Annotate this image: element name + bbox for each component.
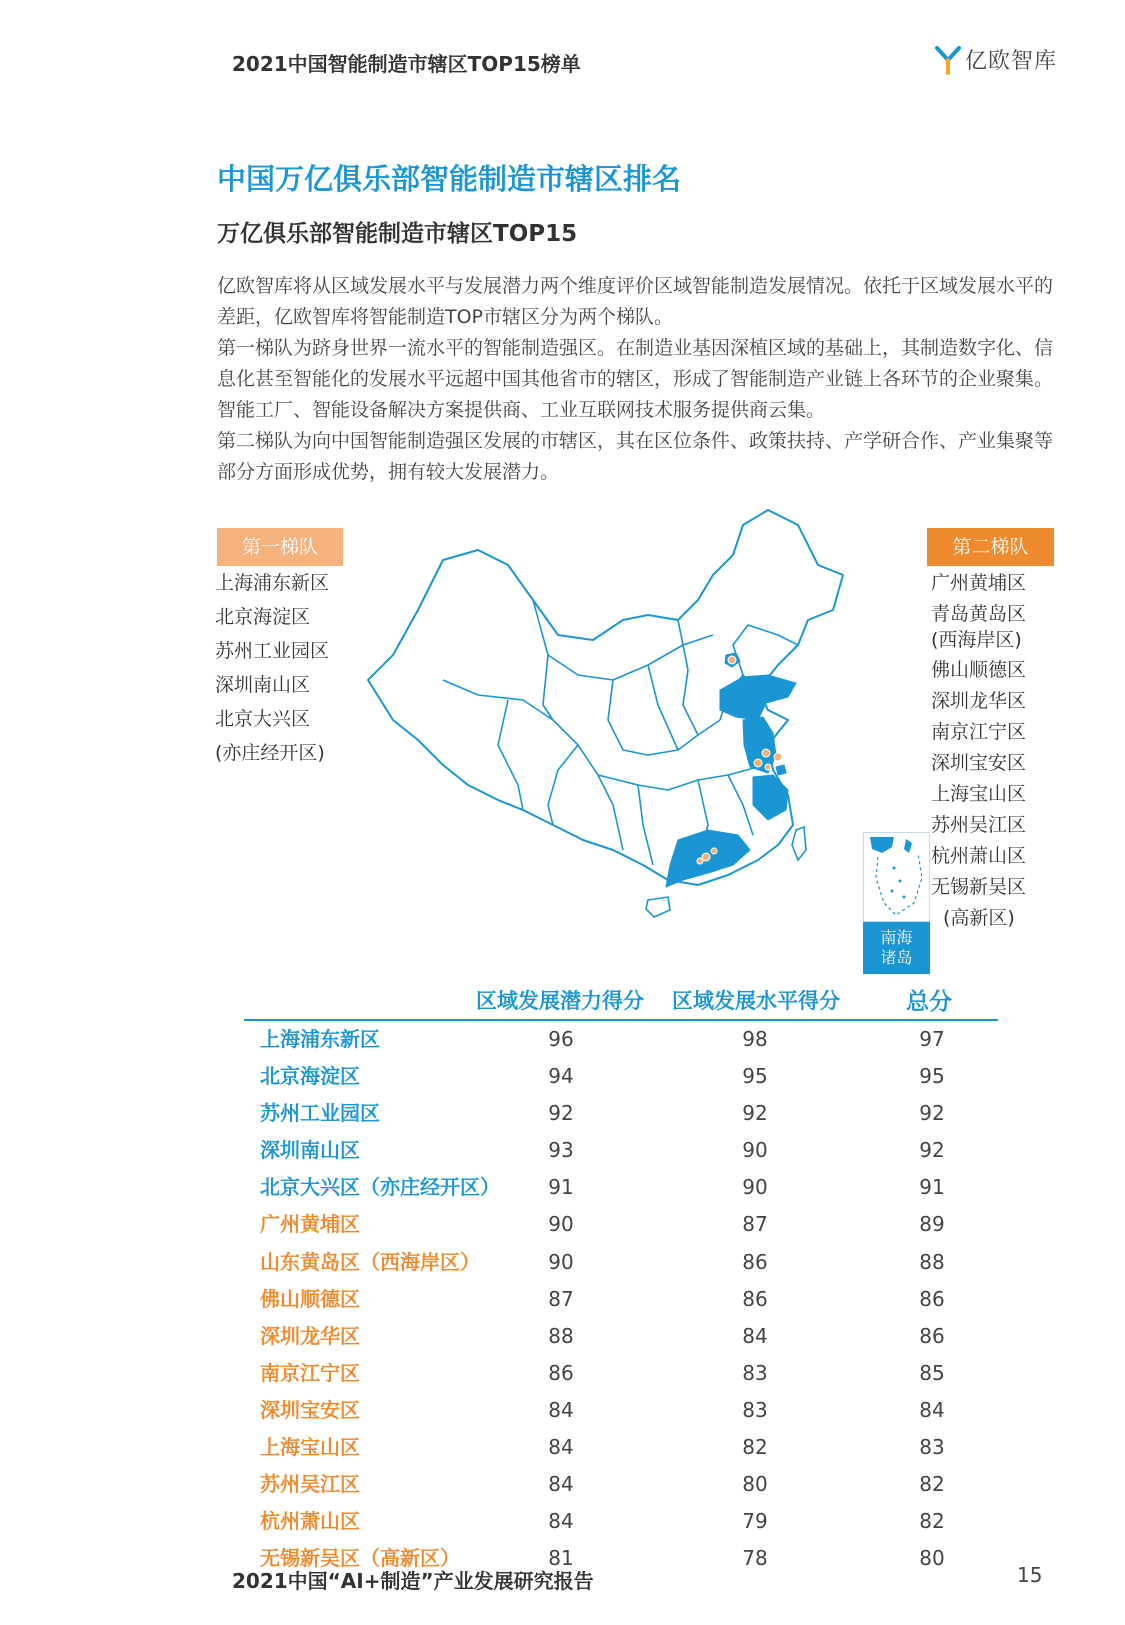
total-score: 82	[919, 1472, 945, 1497]
level-score: 86	[742, 1286, 768, 1311]
tier1-district: 上海浦东新区	[215, 572, 330, 594]
inset-map-frame	[863, 832, 930, 922]
total-score: 84	[919, 1397, 945, 1422]
table-row	[244, 1466, 998, 1503]
potential-score: 94	[548, 1064, 574, 1089]
potential-score: 90	[548, 1212, 574, 1237]
level-score: 82	[742, 1435, 768, 1460]
table-row	[244, 1058, 998, 1095]
potential-score: 87	[548, 1286, 574, 1311]
district-name: 山东黄岛区（西海岸区）	[260, 1249, 480, 1274]
tier2-district: 无锡新吴区	[931, 876, 1027, 898]
total-score: 83	[919, 1435, 945, 1460]
intro-paragraph: 第二梯队为向中国智能制造强区发展的市辖区，其在区位条件、政策扶持、产学研合作、产业集聚等部分方面形成优势，拥有较大发展潜力。	[217, 430, 1054, 483]
tier2-district: 青岛黄岛区	[931, 603, 1027, 625]
map-taiwan	[792, 827, 806, 860]
level-score: 98	[742, 1027, 768, 1051]
footer-report-title: 2021中国“AI+制造”产业发展研究报告	[232, 1569, 594, 1593]
district-name: 苏州吴江区	[260, 1472, 360, 1497]
tier2-district: 深圳宝安区	[931, 752, 1027, 774]
column-header-potential: 区域发展潜力得分	[476, 989, 644, 1013]
tier2-district: 南京江宁区	[931, 721, 1027, 743]
district-name: 佛山顺德区	[260, 1286, 360, 1311]
total-score: 80	[919, 1546, 945, 1571]
total-score: 97	[919, 1027, 945, 1051]
table-row	[244, 1132, 998, 1169]
level-score: 83	[742, 1360, 768, 1385]
level-score: 92	[742, 1101, 768, 1126]
column-header-level: 区域发展水平得分	[672, 989, 840, 1013]
potential-score: 86	[548, 1360, 574, 1385]
south-china-sea-inset	[863, 832, 930, 974]
potential-score: 84	[548, 1472, 574, 1497]
map-region-shanghai	[776, 765, 786, 775]
table-row	[244, 1244, 998, 1281]
tier2-district: 广州黄埔区	[931, 572, 1027, 594]
district-name: 上海宝山区	[260, 1435, 360, 1460]
level-score: 90	[742, 1175, 768, 1200]
total-score: 85	[919, 1360, 945, 1385]
logo-icon	[935, 45, 961, 75]
inset-map	[864, 833, 929, 921]
map-marker	[765, 764, 771, 770]
tier1-district: (亦庄经开区)	[215, 742, 325, 764]
intro-text	[217, 271, 1062, 488]
table-row	[244, 1095, 998, 1132]
level-score: 80	[742, 1472, 768, 1497]
potential-score: 84	[548, 1509, 574, 1534]
level-score: 95	[742, 1064, 768, 1089]
table-row	[244, 1355, 998, 1392]
total-score: 95	[919, 1064, 945, 1089]
district-name: 广州黄埔区	[260, 1212, 360, 1237]
table-body	[244, 1021, 998, 1577]
table-row	[244, 1318, 998, 1355]
tier1-district: 北京海淀区	[215, 606, 311, 628]
potential-score: 84	[548, 1397, 574, 1422]
map-marker	[754, 759, 762, 767]
tier2-district: 苏州吴江区	[931, 814, 1027, 836]
inset-label	[863, 922, 930, 974]
tier1-district: 北京大兴区	[215, 708, 311, 730]
intro-paragraph: 第一梯队为跻身世界一流水平的智能制造强区。在制造业基因深植区域的基础上，其制造数字化、信息化甚至智能化的发展水平远超中国其他省市的辖区，形成了智能制造产业链上各环节的企业聚集。智能工厂、智能设备解决方案提供商、工业互联网技术服务提供商云集。	[217, 337, 1054, 421]
level-score: 90	[742, 1138, 768, 1163]
district-name: 南京江宁区	[260, 1360, 360, 1385]
map-marker	[697, 858, 703, 864]
district-name: 上海浦东新区	[260, 1027, 380, 1051]
map-marker	[728, 656, 736, 664]
total-score: 86	[919, 1286, 945, 1311]
level-score: 78	[742, 1546, 768, 1571]
level-score: 84	[742, 1323, 768, 1348]
page-number: 15	[1017, 1563, 1043, 1587]
page-header-title: 2021中国智能制造市辖区TOP15榜单	[232, 52, 581, 76]
tier2-district: 佛山顺德区	[931, 659, 1027, 681]
tier2-district: 深圳龙华区	[931, 690, 1027, 712]
table-row	[244, 1503, 998, 1540]
potential-score: 84	[548, 1435, 574, 1460]
table-row	[244, 1206, 998, 1243]
table-row	[244, 1169, 998, 1206]
inset-label-line: 南海	[880, 928, 913, 947]
district-name: 深圳龙华区	[260, 1323, 360, 1348]
map-hainan	[646, 897, 670, 917]
tier1-district: 深圳南山区	[215, 674, 311, 696]
total-score: 82	[919, 1509, 945, 1534]
total-score: 88	[919, 1249, 945, 1274]
map-marker	[762, 749, 770, 757]
tier2-district-list	[931, 568, 1026, 934]
district-name: 北京大兴区（亦庄经开区）	[260, 1175, 500, 1200]
level-score: 83	[742, 1397, 768, 1422]
level-score: 79	[742, 1509, 768, 1534]
tier2-label: 第二梯队	[927, 528, 1054, 566]
section-title: 中国万亿俱乐部智能制造市辖区排名	[217, 162, 682, 196]
intro-paragraph: 亿欧智库将从区域发展水平与发展潜力两个维度评价区域智能制造发展情况。依托于区域发展水平的差距，亿欧智库将智能制造TOP市辖区分为两个梯队。	[217, 275, 1054, 328]
potential-score: 81	[548, 1546, 574, 1571]
tier2-district: (西海岸区)	[931, 629, 1022, 651]
table-row	[244, 1392, 998, 1429]
district-name: 深圳南山区	[260, 1138, 360, 1163]
table-row	[244, 1429, 998, 1466]
level-score: 87	[742, 1212, 768, 1237]
potential-score: 90	[548, 1249, 574, 1274]
map-marker	[774, 753, 782, 761]
column-header-total: 总分	[906, 989, 952, 1015]
tier1-label: 第一梯队	[217, 528, 343, 566]
map-marker	[711, 848, 717, 854]
total-score: 92	[919, 1101, 945, 1126]
district-name: 深圳宝安区	[260, 1397, 360, 1422]
total-score: 91	[919, 1175, 945, 1200]
total-score: 86	[919, 1323, 945, 1348]
china-map	[348, 505, 848, 965]
potential-score: 93	[548, 1138, 574, 1163]
tier2-district: (高新区)	[943, 907, 1015, 929]
score-table	[244, 985, 998, 1577]
potential-score: 92	[548, 1101, 574, 1126]
tier1-district: 苏州工业园区	[215, 640, 330, 662]
district-name: 北京海淀区	[260, 1064, 360, 1089]
table-row	[244, 1021, 998, 1058]
district-name: 杭州萧山区	[260, 1509, 360, 1534]
brand-logo	[935, 44, 1057, 75]
district-name: 苏州工业园区	[260, 1101, 380, 1126]
tier2-district: 上海宝山区	[931, 783, 1027, 805]
total-score: 92	[919, 1138, 945, 1163]
potential-score: 96	[548, 1027, 574, 1051]
inset-label-line: 诸岛	[880, 948, 913, 967]
total-score: 89	[919, 1212, 945, 1237]
table-row	[244, 1281, 998, 1318]
level-score: 86	[742, 1249, 768, 1274]
potential-score: 91	[548, 1175, 574, 1200]
logo-text: 亿欧智库	[965, 49, 1058, 74]
tier1-district-list	[215, 568, 329, 766]
district-name: 无锡新吴区（高新区）	[260, 1546, 460, 1571]
section-subtitle: 万亿俱乐部智能制造市辖区TOP15	[217, 221, 578, 247]
potential-score: 88	[548, 1323, 574, 1348]
tier2-district: 杭州萧山区	[931, 845, 1027, 867]
table-header	[244, 985, 998, 1021]
